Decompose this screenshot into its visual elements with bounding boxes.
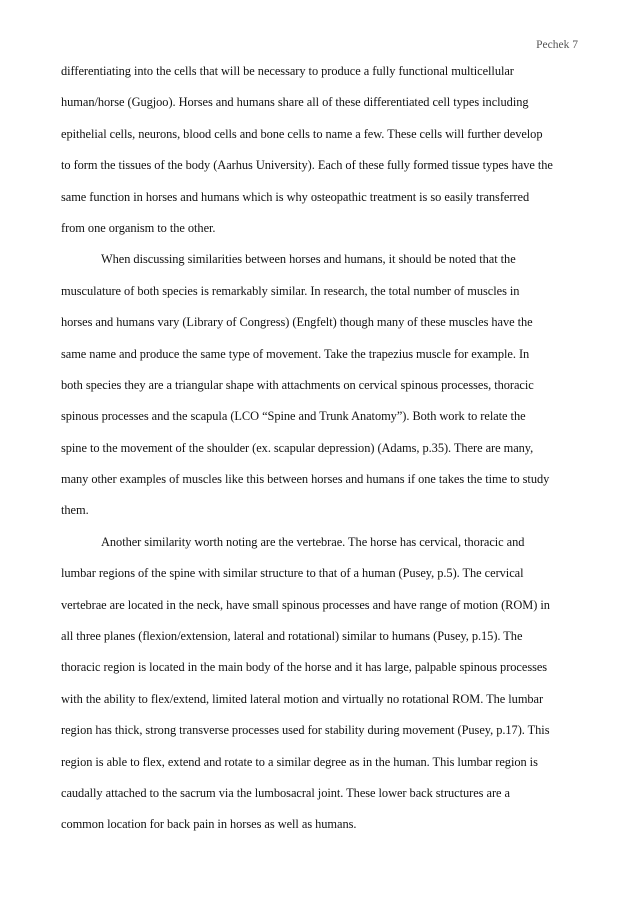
- text-line: many other examples of muscles like this between horses and humans if one takes the time to study: [61, 472, 550, 487]
- paragraph-first-line: When discussing similarities between horses and humans, it should be noted that the: [101, 252, 516, 267]
- text-line: lumbar regions of the spine with similar structure to that of a human (Pusey, p.5). The cervical: [61, 566, 524, 581]
- text-line: both species they are a triangular shape with attachments on cervical spinous processes, thoracic: [61, 377, 534, 392]
- text-line: horses and humans vary (Library of Congress) (Engfelt) though many of these muscles have the: [61, 315, 533, 330]
- text-line: with the ability to flex/extend, limited lateral motion and virtually no rotational ROM. The lumbar: [61, 691, 544, 706]
- text-line: them.: [61, 503, 89, 518]
- text-line: musculature of both species is remarkably similar. In research, the total number of muscles in: [61, 283, 520, 298]
- text-line: all three planes (flexion/extension, lateral and rotational) similar to humans (Pusey, p.15). The: [61, 629, 523, 644]
- text-line: same function in horses and humans which is why osteopathic treatment is so easily transferred: [61, 189, 530, 204]
- text-line: region has thick, strong transverse processes used for stability during movement (Pusey, p.17). This: [61, 723, 550, 738]
- body-text: [61, 56, 581, 841]
- page-header: Pechek 7: [536, 39, 578, 51]
- text-line: same name and produce the same type of movement. Take the trapezius muscle for example. In: [61, 346, 530, 361]
- paragraph-first-line: Another similarity worth noting are the vertebrae. The horse has cervical, thoracic and: [101, 534, 525, 549]
- text-line: vertebrae are located in the neck, have small spinous processes and have range of motion (ROM) in: [61, 597, 550, 612]
- text-line: caudally attached to the sacrum via the lumbosacral joint. These lower back structures are a: [61, 785, 510, 800]
- text-line: thoracic region is located in the main body of the horse and it has large, palpable spinous processes: [61, 660, 548, 675]
- text-line: common location for back pain in horses as well as humans.: [61, 817, 357, 832]
- text-line: spine to the movement of the shoulder (ex. scapular depression) (Adams, p.35). There are many,: [61, 440, 534, 455]
- text-line: human/horse (Gugjoo). Horses and humans share all of these differentiated cell types including: [61, 95, 529, 110]
- text-line: from one organism to the other.: [61, 220, 216, 235]
- text-line: differentiating into the cells that will be necessary to produce a fully functional multicellular: [61, 64, 514, 78]
- text-line: epithelial cells, neurons, blood cells and bone cells to name a few. These cells will further develop: [61, 126, 543, 141]
- text-line: to form the tissues of the body (Aarhus University). Each of these fully formed tissue types have the: [61, 158, 553, 173]
- text-line: spinous processes and the scapula (LCO “Spine and Trunk Anatomy”). Both work to relate the: [61, 409, 526, 424]
- text-line: region is able to flex, extend and rotate to a similar degree as in the human. This lumbar region is: [61, 754, 538, 769]
